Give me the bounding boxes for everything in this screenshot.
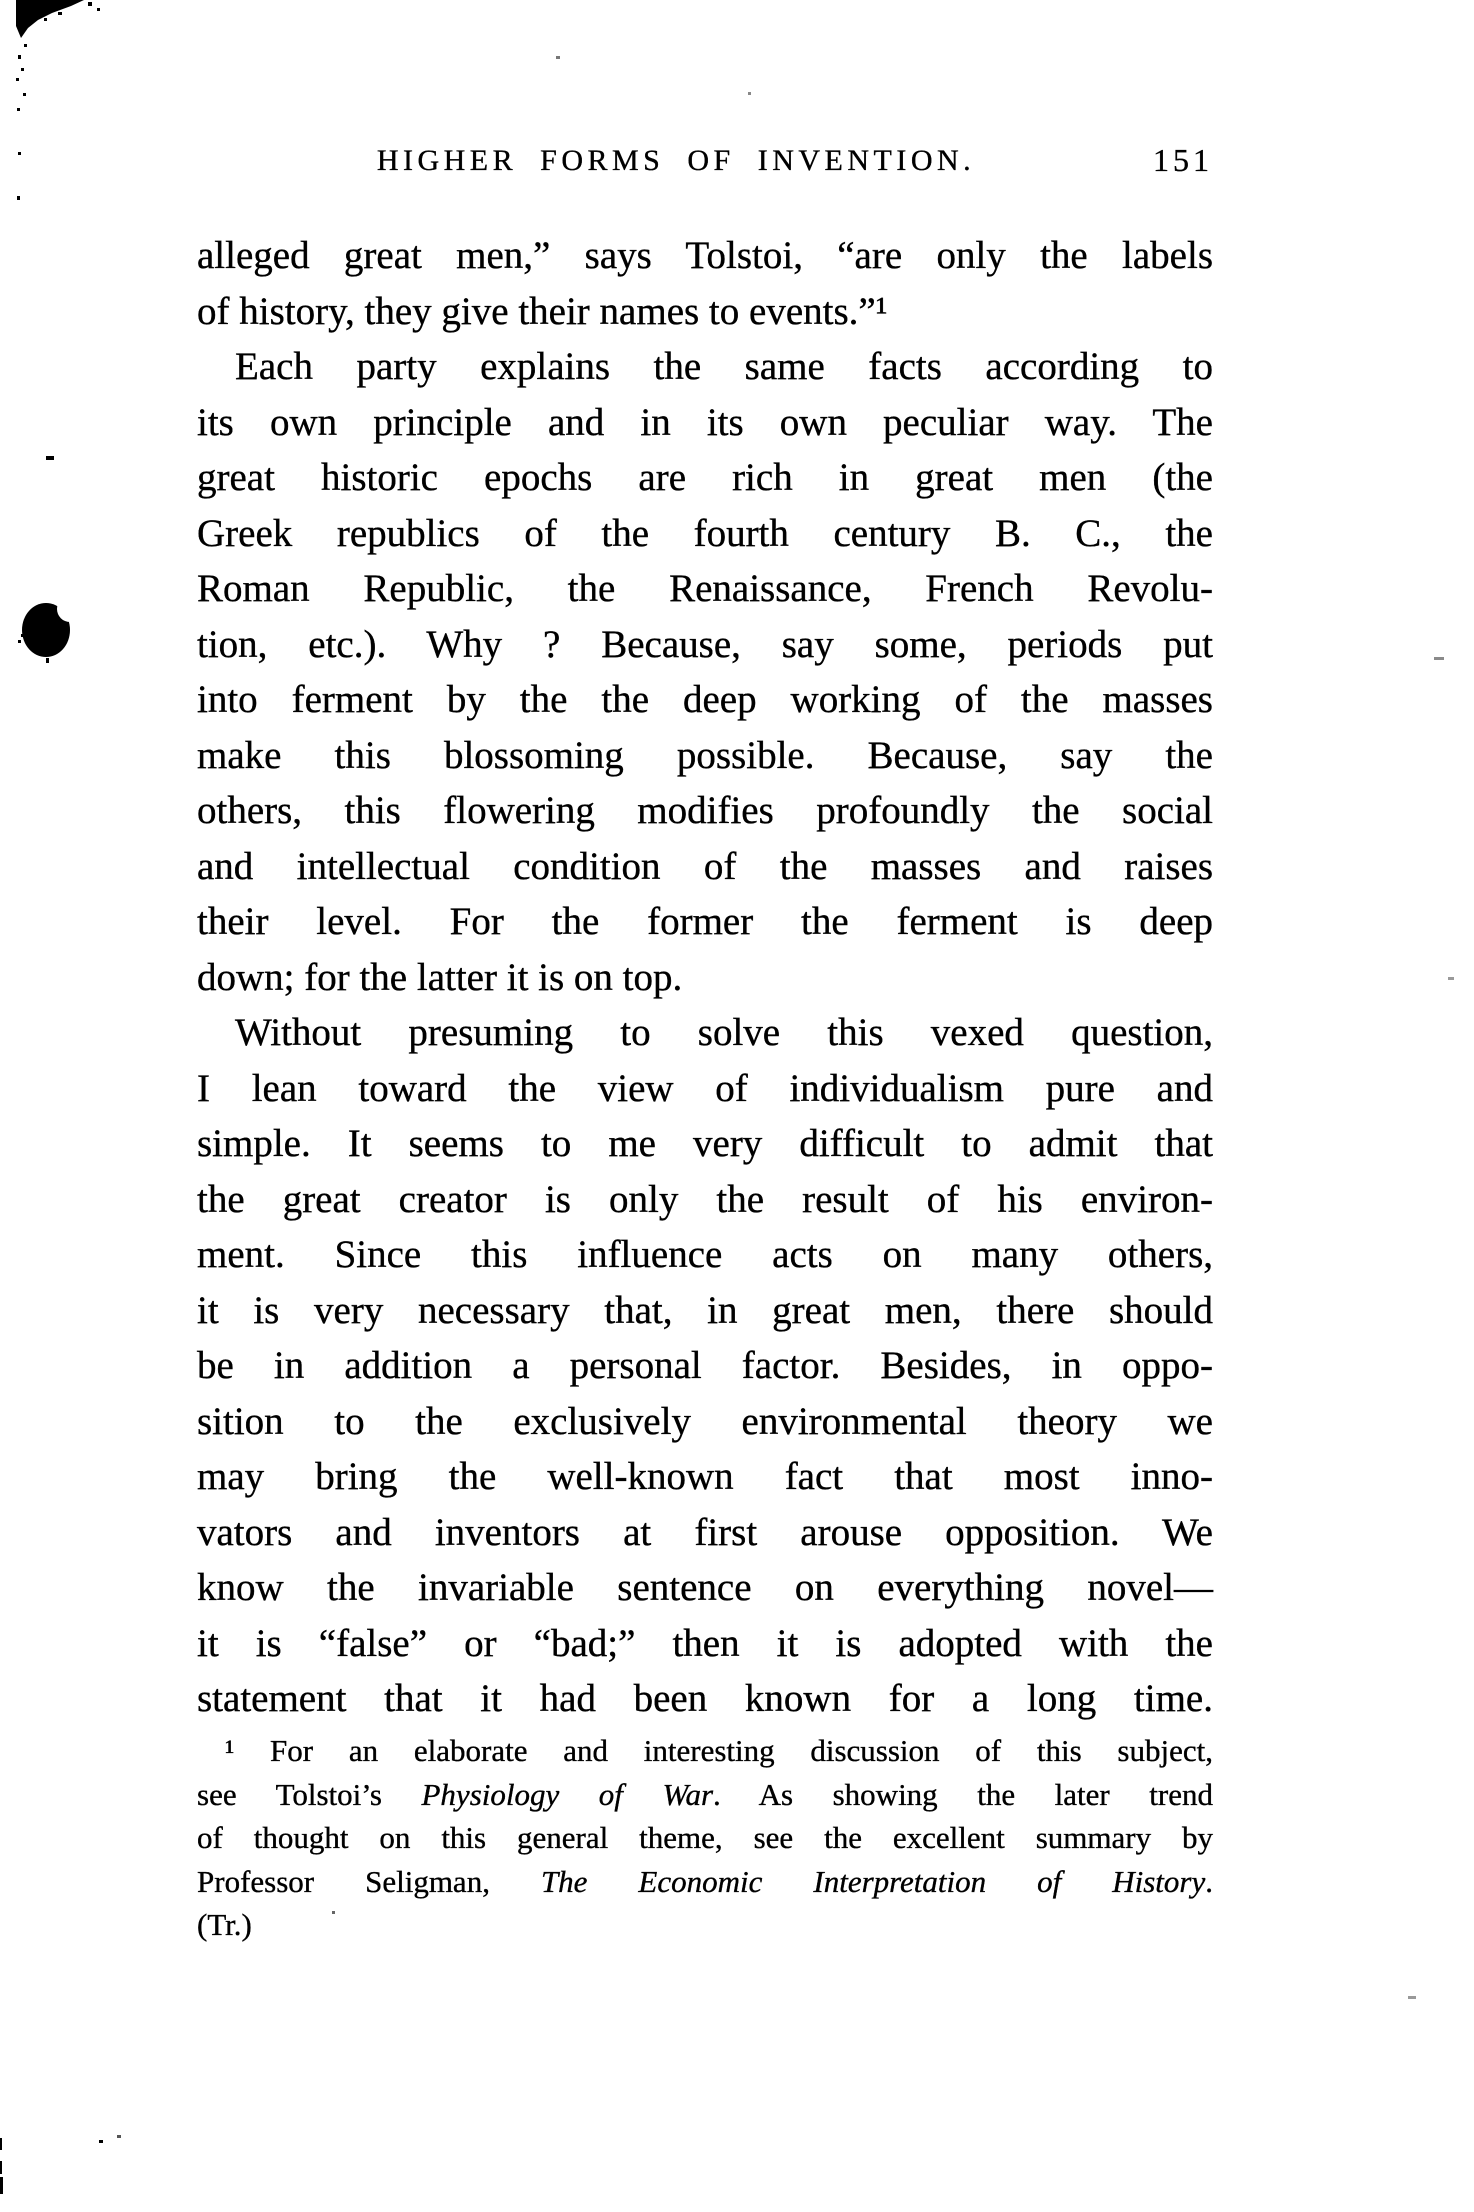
footnote-text: see Tolstoi’s [197, 1776, 422, 1812]
text-line: it is very necessary that, in great men, there should [197, 1288, 1213, 1332]
text-line: and intellectual condition of the masses and raises [197, 844, 1213, 888]
footnote-line [197, 1903, 1213, 1947]
footnote-text: of thought on this general theme, see the excellent summary by [197, 1820, 1213, 1855]
text-line: ment. Since this influence acts on many others, [197, 1233, 1213, 1276]
text-line: know the invariable sentence on everything novel— [197, 1566, 1213, 1609]
scan-edge-mark [0, 2177, 3, 2194]
scan-speck [1408, 1996, 1416, 1999]
footnote-line [197, 1816, 1213, 1860]
footnote-text: . As showing the later trend [713, 1776, 1213, 1812]
text-line: into ferment by the the deep working of the masses [197, 678, 1213, 721]
text-line: down; for the latter it is on top. [197, 955, 683, 999]
text-line: make this blossoming possible. Because, say the [197, 733, 1213, 777]
footnote-text: ¹ For an elaborate and interesting discussion of this subject, [225, 1733, 1213, 1768]
text-line: be in addition a personal factor. Besides, in oppo- [197, 1344, 1213, 1387]
text-line: may bring the well-known fact that most inno- [197, 1455, 1213, 1498]
scan-noise-corner [0, 0, 130, 220]
page-header [197, 144, 1213, 188]
text-line: tion, etc.). Why ? Because, say some, periods put [197, 622, 1213, 666]
text-line: sition to the exclusively environmental theory we [197, 1399, 1213, 1443]
text-line: Greek republics of the fourth century B. C., the [197, 511, 1213, 555]
scan-speck [117, 2135, 121, 2138]
scan-edge-mark [0, 2161, 2, 2174]
text-line: Each party explains the same facts according to [235, 345, 1213, 388]
scan-speck [748, 92, 751, 95]
ink-blot [18, 598, 84, 668]
text-line: simple. It seems to me very difficult to admit that [197, 1122, 1213, 1165]
text-line: Without presuming to solve this vexed question, [235, 1011, 1213, 1054]
text-line: it is “false” or “bad;” then it is adopted with the [197, 1621, 1213, 1665]
text-line: others, this flowering modifies profoundly the social [197, 789, 1213, 832]
scan-speck [46, 456, 54, 460]
footnote-line [197, 1773, 1213, 1817]
scan-speck [1434, 657, 1444, 660]
footnote-text: . [1205, 1863, 1213, 1899]
scan-edge-mark [0, 2138, 2, 2150]
text-line: of history, they give their names to events.”¹ [197, 289, 888, 333]
text-line: I lean toward the view of individualism pure and [197, 1066, 1213, 1110]
body-text [197, 228, 1213, 1727]
scan-speck [1448, 977, 1454, 980]
scan-speck [99, 2140, 103, 2143]
footnote-text: Professor Seligman, [197, 1863, 541, 1899]
text-line: their level. For the former the ferment is deep [197, 900, 1213, 943]
text-line: the great creator is only the result of his environ- [197, 1177, 1213, 1221]
footnote-line [197, 1729, 1213, 1773]
scan-speck [332, 1911, 335, 1914]
footnote-italic-title: The Economic Interpretation of History [540, 1863, 1206, 1899]
text-line: vators and inventors at first arouse opposition. We [197, 1510, 1213, 1554]
text-line: alleged great men,” says Tolstoi, “are only the labels [197, 234, 1213, 277]
text-line: Roman Republic, the Renaissance, French Revolu- [197, 567, 1213, 610]
text-line: statement that it had been known for a long time. [197, 1677, 1213, 1720]
footnote-italic-title: Physiology of War [421, 1776, 714, 1812]
footnote-text: (Tr.) [197, 1907, 252, 1942]
running-head: HIGHER FORMS OF INVENTION. [376, 144, 976, 177]
text-line: its own principle and in its own peculiar way. The [197, 400, 1213, 444]
footnote [197, 1729, 1213, 1947]
text-line: great historic epochs are rich in great men (the [197, 456, 1213, 499]
footnote-line [197, 1860, 1213, 1904]
scan-speck [556, 56, 560, 59]
page-number: 151 [1153, 142, 1213, 178]
